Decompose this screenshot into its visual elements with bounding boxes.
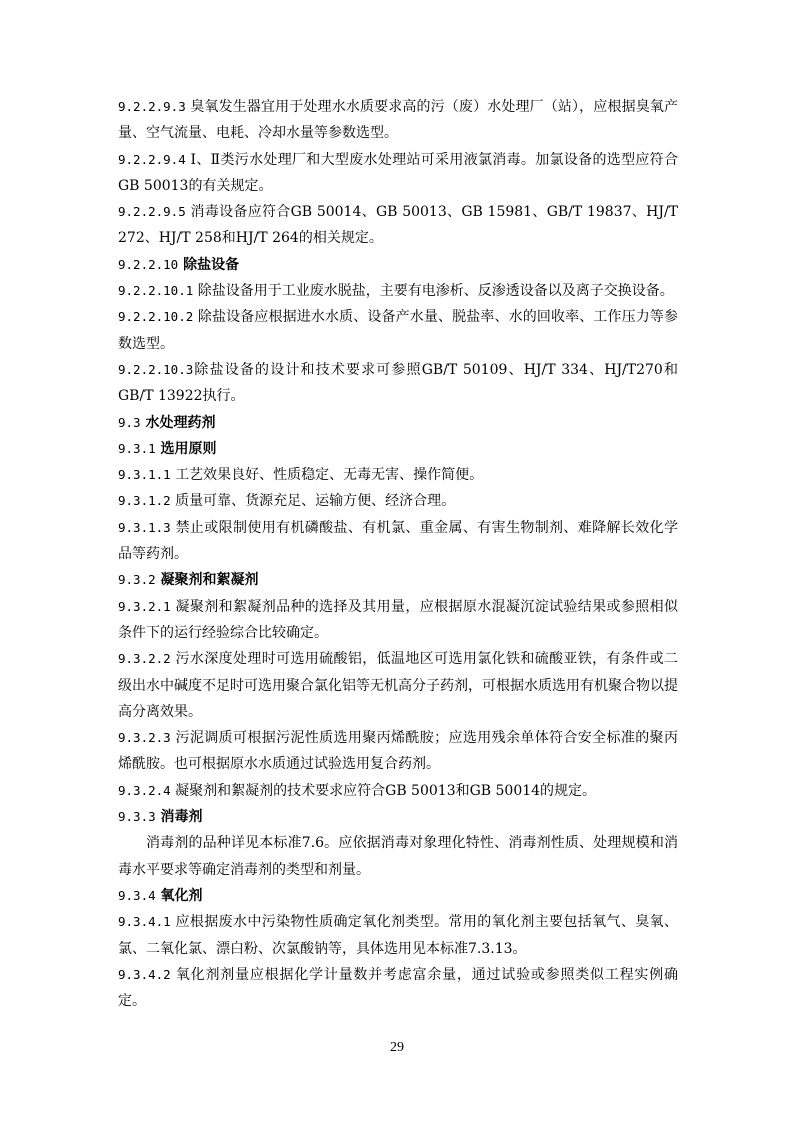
clause-text: 禁止或限制使用有机磷酸盐、有机氯、重金属、有害生物制剂、难降解长效化学品等药剂。 — [118, 519, 678, 563]
clause-number: 9.2.2.9.4 — [118, 151, 186, 167]
heading-number: 9.2.2.10 — [118, 256, 179, 272]
clause-9-3-1-3 — [118, 515, 678, 568]
clause-text: 除盐设备用于工业废水脱盐，主要有电渗析、反渗透设备以及离子交换设备。 — [193, 283, 674, 300]
heading-text: 水处理药剂 — [140, 414, 216, 431]
page-number: 29 — [390, 1040, 404, 1055]
clause-text: 应根据废水中污染物性质确定氧化剂类型。常用的氧化剂主要包括氧气、臭氧、氯、二氧化氯、漂白粉、次氯酸钠等，具体选用见本标准7.3.13。 — [118, 914, 678, 957]
clause-9-2-2-9-4 — [118, 147, 678, 200]
heading-9-3-2 — [118, 567, 678, 593]
clause-9-3-2-3 — [118, 725, 678, 778]
clause-number: 9.2.2.9.3 — [118, 99, 186, 114]
clause-text: 消毒设备应符合GB 50014、GB 50013、GB 15981、GB/T 19837、HJ/T 272、HJ/T 258和HJ/T 264的相关规定。 — [118, 204, 678, 247]
clause-9-2-2-9-5 — [118, 199, 678, 252]
clause-number: 9.3.2.2 — [118, 651, 171, 667]
clause-9-3-2-2 — [118, 646, 678, 725]
clause-number: 9.2.2.10.2 — [118, 309, 194, 325]
clause-number: 9.3.1.1 — [118, 467, 171, 483]
heading-number: 9.3 — [118, 414, 141, 430]
clause-9-3-1-1 — [118, 462, 678, 488]
clause-number: 9.3.2.1 — [118, 598, 171, 614]
clause-9-2-2-9-3 — [118, 94, 678, 147]
clause-text: Ⅰ、Ⅱ类污水处理厂和大型废水处理站可采用液氯消毒。加氯设备的选型应符合GB 50013的有关规定。 — [118, 151, 678, 194]
clause-text: 除盐设备的设计和技术要求可参照GB/T 50109、HJ/T 334、HJ/T270和GB/T 13922执行。 — [118, 361, 678, 405]
heading-text: 消毒剂 — [155, 809, 203, 826]
heading-number: 9.3.1 — [118, 440, 156, 456]
clause-9-3-1-2 — [118, 488, 678, 514]
clause-number: 9.3.2.4 — [118, 782, 171, 798]
clause-text: 氧化剂剂量应根据化学计量数并考虑富余量，通过试验或参照类似工程实例确定。 — [118, 966, 678, 1010]
clause-text: 工艺效果良好、性质稳定、无毒无害、操作简便。 — [170, 467, 484, 484]
document-body — [118, 94, 678, 1014]
clause-9-3-4-1 — [118, 909, 678, 962]
clause-9-3-4-2 — [118, 962, 678, 1015]
clause-9-3-2-4 — [118, 778, 678, 804]
clause-number: 9.3.4.1 — [118, 914, 171, 930]
clause-text: 凝聚剂和絮凝剂的技术要求应符合GB 50013和GB 50014的规定。 — [170, 782, 597, 799]
clause-text: 污泥调质可根据污泥性质选用聚丙烯酰胺；应选用残余单体符合安全标准的聚丙烯酰胺。也可根据原水水质通过试验选用复合药剂。 — [118, 730, 678, 773]
clause-text: 除盐设备应根据进水水质、设备产水量、脱盐率、水的回收率、工作压力等参数选型。 — [118, 309, 678, 352]
clause-9-3-2-1 — [118, 594, 678, 647]
clause-text: 质量可靠、货源充足、运输方便、经济合理。 — [170, 493, 456, 510]
clause-number: 9.2.2.10.1 — [118, 283, 194, 299]
clause-text: 臭氧发生器宜用于处理水水质要求高的污（废）水处理厂（站），应根据臭氧产量、空气流量、电耗、冷却水量等参数选型。 — [118, 99, 678, 142]
clause-9-2-2-10-1 — [118, 278, 678, 304]
body-text: 消毒剂的品种详见本标准7.6。应依据消毒对象理化特性、消毒剂性质、处理规模和消毒水平要求等确定消毒剂的类型和剂量。 — [118, 835, 678, 878]
clause-text: 凝聚剂和絮凝剂品种的选择及其用量，应根据原水混凝沉淀试验结果或参照相似条件下的运行经验综合比较确定。 — [118, 598, 678, 641]
clause-number: 9.3.2.3 — [118, 730, 171, 746]
clause-number: 9.2.2.10.3 — [118, 361, 194, 377]
heading-number: 9.3.2 — [118, 572, 156, 588]
heading-text: 氧化剂 — [155, 887, 203, 904]
clause-9-2-2-10-2 — [118, 304, 678, 357]
heading-9-2-2-10 — [118, 252, 678, 278]
body-paragraph-9-3-3 — [118, 830, 678, 883]
clause-9-2-2-10-3 — [118, 357, 678, 410]
heading-9-3-4 — [118, 883, 678, 909]
heading-text: 凝聚剂和絮凝剂 — [155, 572, 259, 589]
clause-number: 9.3.4.2 — [118, 966, 171, 982]
heading-number: 9.3.3 — [118, 809, 156, 825]
clause-number: 9.3.1.2 — [118, 493, 171, 509]
heading-number: 9.3.4 — [118, 887, 156, 903]
clause-text: 污水深度处理时可选用硫酸铝，低温地区可选用氯化铁和硫酸亚铁，有条件或二级出水中碱度不足时可选用聚合氯化铝等无机高分子药剂，可根据水质选用有机聚合物以提高分离效果。 — [118, 651, 678, 720]
clause-number: 9.2.2.9.5 — [118, 204, 186, 220]
heading-9-3-1 — [118, 436, 678, 462]
clause-number: 9.3.1.3 — [118, 519, 171, 535]
heading-text: 除盐设备 — [178, 256, 240, 273]
heading-9-3 — [118, 410, 678, 436]
heading-text: 选用原则 — [155, 440, 217, 457]
heading-9-3-3 — [118, 804, 678, 830]
